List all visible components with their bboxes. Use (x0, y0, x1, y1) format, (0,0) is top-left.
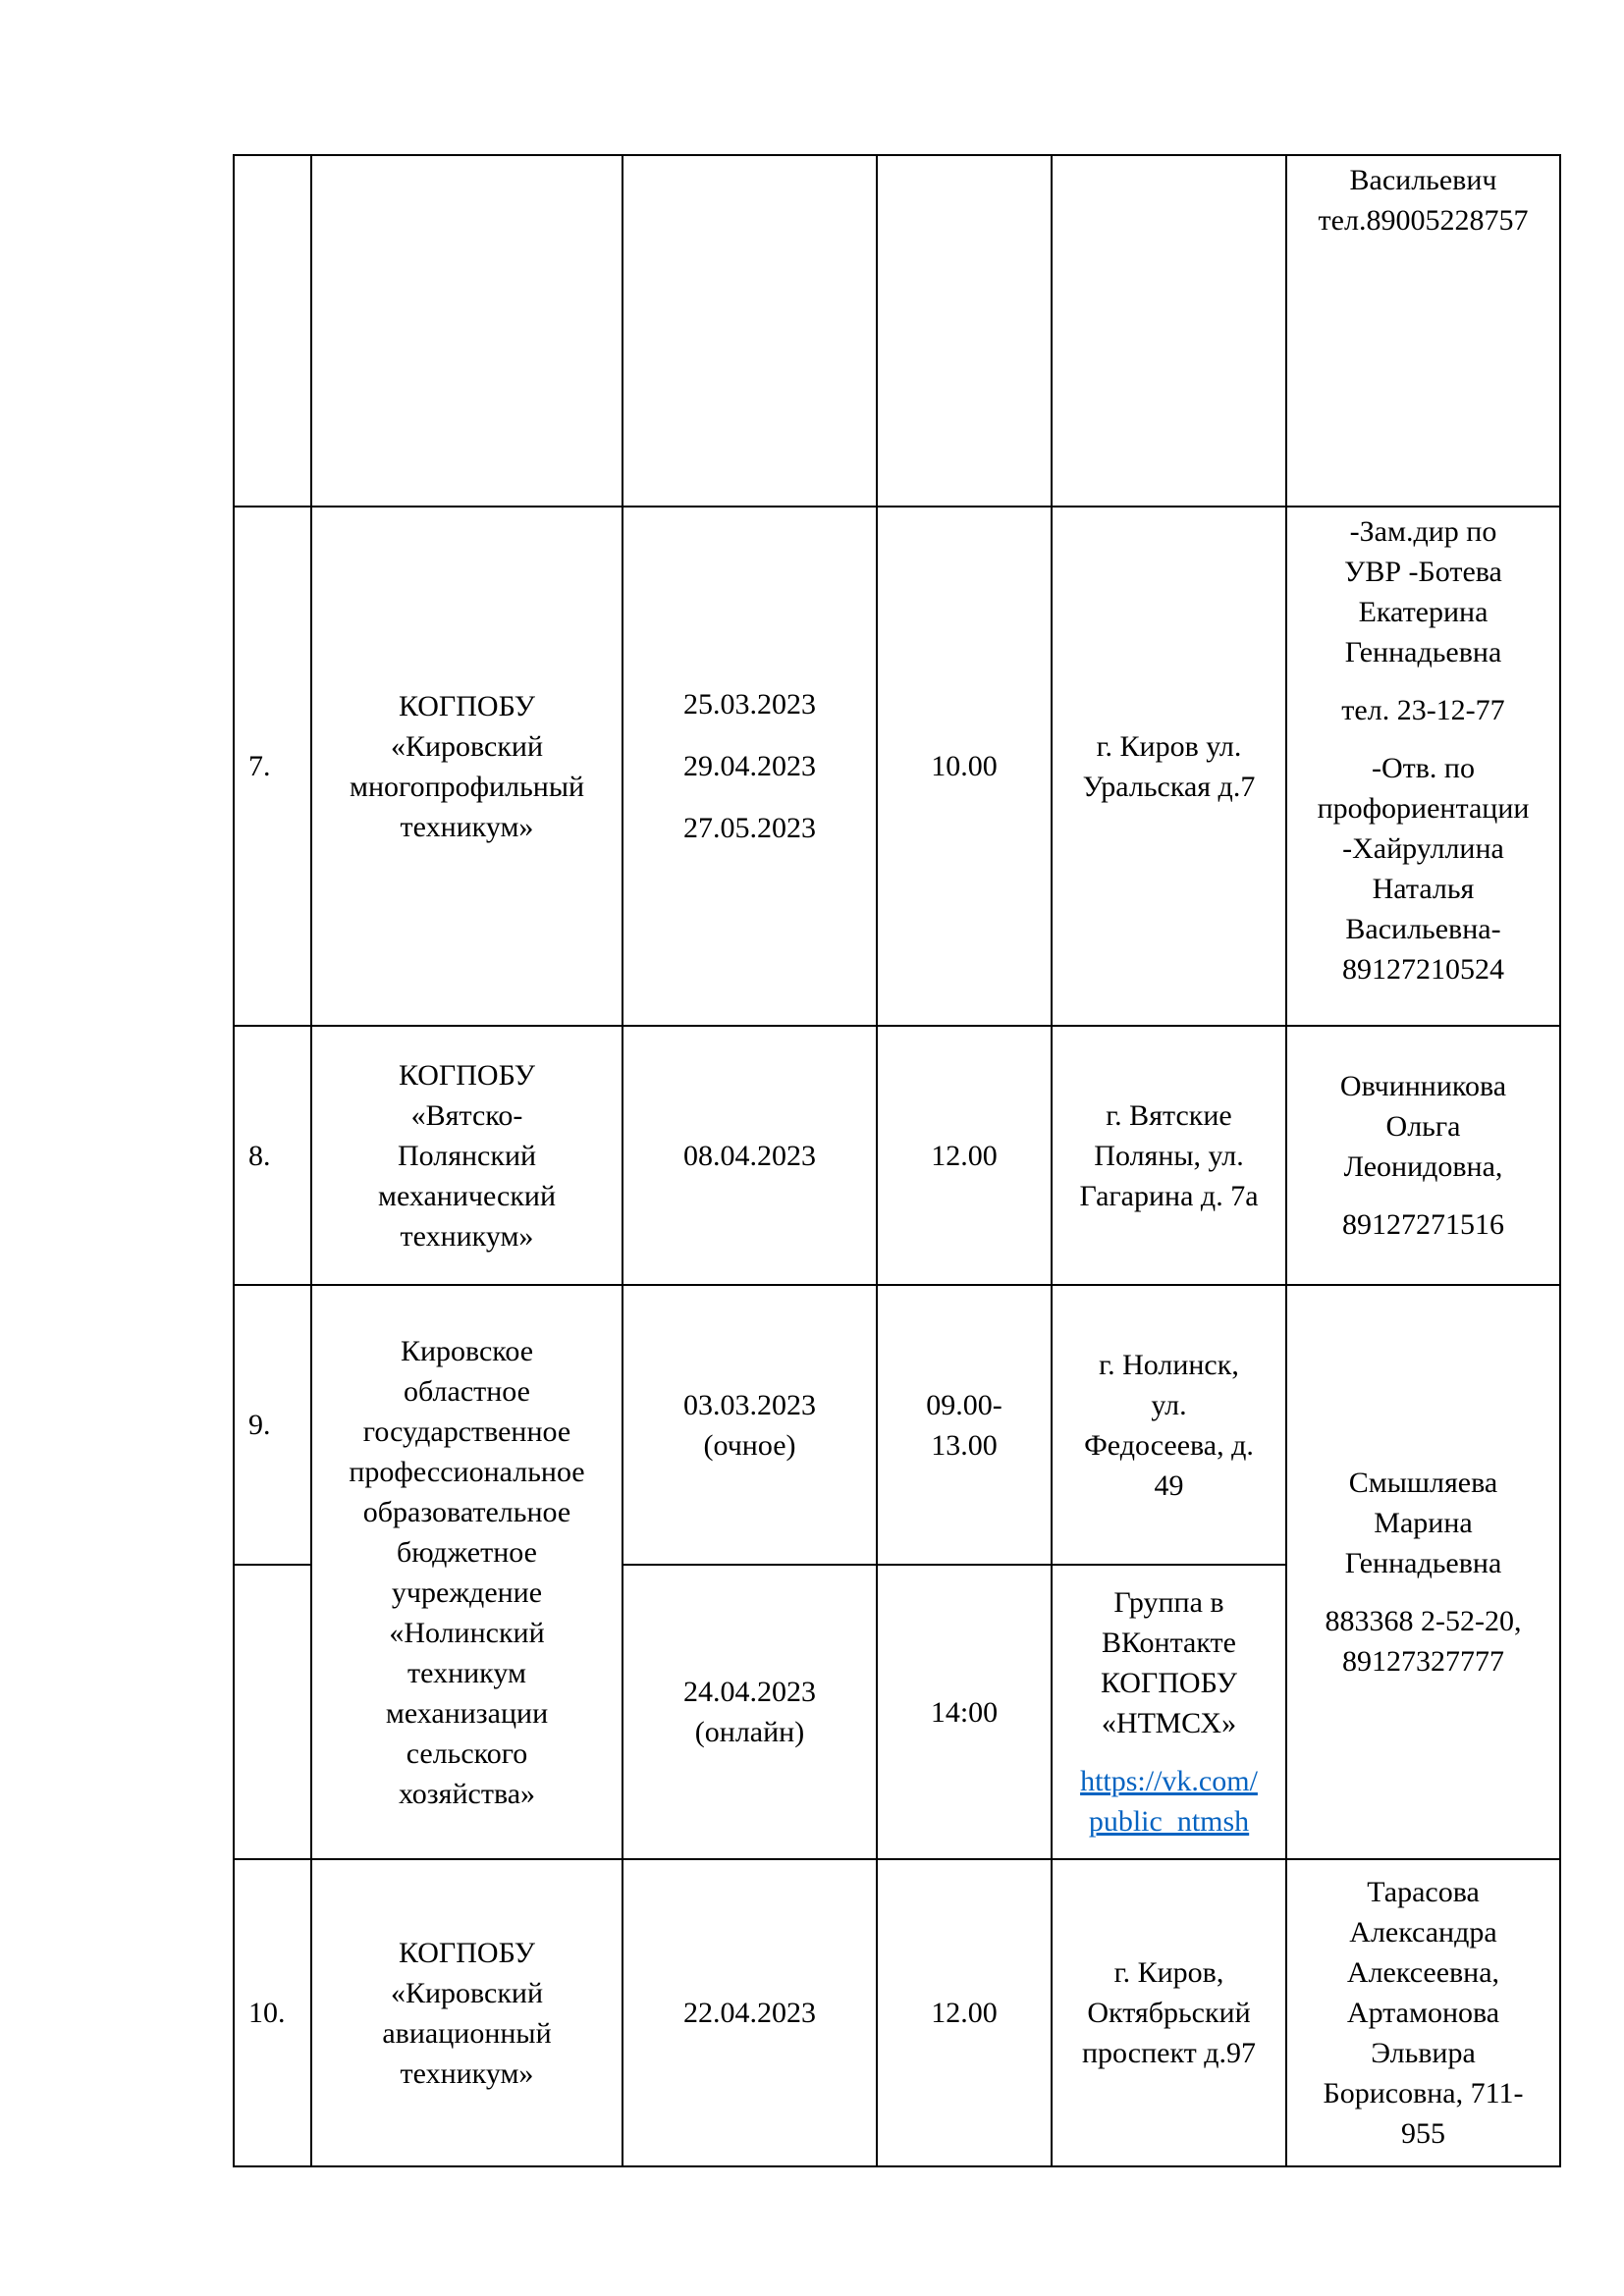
event-date: 03.03.2023 (683, 1388, 816, 1421)
time-cell: 12.00 (877, 1859, 1052, 2166)
contact-line: Геннадьевна (1344, 636, 1502, 668)
address-cell (1052, 1565, 1286, 1859)
address-line: ВКонтакте (1102, 1627, 1236, 1659)
organization-cell (311, 1285, 623, 1859)
contact-line: Алексеевна, (1346, 1956, 1500, 1989)
contact-cell (1286, 1026, 1560, 1285)
org-line: авиационный (382, 2016, 552, 2050)
org-line: многопрофильный (349, 770, 585, 803)
org-line: областное (404, 1374, 530, 1408)
address-line: Группа в (1113, 1586, 1224, 1619)
contact-cell (1286, 507, 1560, 1026)
address-line: ул. (1151, 1388, 1187, 1421)
contact-phone: тел.89005228757 (1318, 204, 1529, 237)
address-line: Федосеева, д. (1084, 1428, 1254, 1462)
table-row (234, 507, 1560, 1026)
org-line: техникум (407, 1656, 526, 1689)
event-format: (онлайн) (694, 1716, 805, 1748)
time-cell: 12.00 (877, 1026, 1052, 1285)
contact-line: Ольга (1385, 1110, 1461, 1143)
contact-line: Екатерина (1358, 596, 1489, 628)
contact-cell (1286, 1285, 1560, 1859)
contact-line: профориентации (1317, 792, 1530, 825)
contact-line: Леонидовна, (1343, 1150, 1503, 1183)
address-line: Октябрьский (1087, 1997, 1251, 2029)
event-format: (очное) (703, 1428, 796, 1462)
contact-line: Наталья (1372, 873, 1475, 905)
org-line: КОГПОБУ (398, 689, 535, 722)
organization-cell (311, 155, 623, 507)
contact-line: Овчинникова (1339, 1070, 1507, 1102)
address-line: «НТМСХ» (1101, 1707, 1237, 1739)
contact-cell (1286, 155, 1560, 507)
date-cell: 08.04.2023 (623, 1026, 877, 1285)
contact-phone: 89127327777 (1342, 1645, 1504, 1678)
table-row (234, 1859, 1560, 2166)
contact-line: Артамонова (1346, 1997, 1500, 2029)
contact-phone: тел. 23-12-77 (1341, 694, 1505, 726)
address-cell (1052, 155, 1286, 507)
events-table (233, 154, 1561, 2167)
org-line: техникум» (400, 810, 534, 843)
org-line: государственное (362, 1415, 571, 1448)
table-row (234, 1285, 1560, 1565)
event-date: 25.03.2023 (683, 688, 816, 721)
link-line[interactable]: https://vk.com/ (1080, 1765, 1258, 1797)
org-line: техникум» (400, 2056, 534, 2090)
address-line: г. Нолинск, (1099, 1348, 1239, 1381)
time-line: 09.00- (926, 1388, 1002, 1421)
contact-line: -Хайруллина (1342, 832, 1504, 865)
address-line: г. Вятские (1106, 1098, 1232, 1132)
address-line: Уральская д.7 (1082, 770, 1256, 803)
organization-cell (311, 507, 623, 1026)
org-line: образовательное (362, 1495, 571, 1528)
org-line: механизации (385, 1696, 549, 1730)
org-line: хозяйства» (398, 1777, 536, 1810)
contact-line: Васильевич (1349, 164, 1497, 196)
contact-line: -Отв. по (1372, 752, 1475, 784)
date-cell (623, 1285, 877, 1565)
contact-phone: 89127271516 (1342, 1208, 1504, 1241)
address-line: проспект д.97 (1081, 2037, 1257, 2069)
table-row (234, 1026, 1560, 1285)
org-line: «Нолинский (389, 1616, 545, 1649)
address-line: 49 (1154, 1468, 1184, 1502)
time-cell: 10.00 (877, 507, 1052, 1026)
date-cell (623, 507, 877, 1026)
event-date: 24.04.2023 (683, 1676, 816, 1708)
org-line: «Кировский (390, 1976, 544, 2009)
org-line: КОГПОБУ (398, 1936, 535, 1969)
address-line: КОГПОБУ (1100, 1667, 1237, 1699)
contact-line: Александра (1349, 1916, 1497, 1949)
address-cell (1052, 1859, 1286, 2166)
date-cell (623, 1565, 877, 1859)
contact-phone: 883368 2-52-20, (1325, 1605, 1522, 1637)
org-line: профессиональное (349, 1455, 585, 1488)
organization-cell (311, 1026, 623, 1285)
time-cell (877, 155, 1052, 507)
org-line: механический (377, 1179, 557, 1212)
row-number: 9. (234, 1285, 311, 1565)
date-cell (623, 155, 877, 507)
time-cell (877, 1285, 1052, 1565)
time-line: 13.00 (931, 1428, 998, 1462)
contact-line: Тарасова (1367, 1876, 1480, 1908)
org-line: сельского (406, 1736, 528, 1770)
contact-line: Васильевна- (1345, 913, 1501, 945)
org-line: «Вятско- (410, 1098, 523, 1132)
event-date: 29.04.2023 (683, 750, 816, 782)
address-cell (1052, 1026, 1286, 1285)
row-number-cell (234, 155, 311, 507)
org-line: Полянский (397, 1139, 537, 1172)
contact-line: 955 (1401, 2117, 1445, 2150)
row-number-cell (234, 1565, 311, 1859)
address-cell (1052, 1285, 1286, 1565)
time-cell: 14:00 (877, 1565, 1052, 1859)
org-line: бюджетное (397, 1535, 537, 1569)
row-number: 10. (234, 1859, 311, 2166)
date-cell: 22.04.2023 (623, 1859, 877, 2166)
address-line: Поляны, ул. (1094, 1139, 1244, 1172)
row-number: 8. (234, 1026, 311, 1285)
contact-line: Смышляева (1348, 1467, 1498, 1499)
contact-line: Борисовна, 711- (1323, 2077, 1524, 2109)
org-line: Кировское (400, 1334, 534, 1367)
org-line: «Кировский (390, 729, 544, 763)
event-date: 27.05.2023 (683, 812, 816, 844)
org-line: учреждение (391, 1575, 543, 1609)
contact-cell (1286, 1859, 1560, 2166)
link-line[interactable]: public_ntmsh (1088, 1805, 1250, 1838)
row-number: 7. (234, 507, 311, 1026)
contact-line: -Зам.дир по (1349, 515, 1497, 548)
vk-group-link[interactable] (1080, 1765, 1258, 1838)
organization-cell (311, 1859, 623, 2166)
contact-line: Марина (1374, 1507, 1473, 1539)
address-line: Гагарина д. 7а (1079, 1179, 1259, 1212)
address-line: г. Киров ул. (1096, 729, 1242, 763)
contact-line: 89127210524 (1342, 953, 1504, 986)
org-line: техникум» (400, 1219, 534, 1253)
org-line: КОГПОБУ (398, 1058, 535, 1092)
table-row (234, 155, 1560, 507)
address-line: г. Киров, (1113, 1956, 1224, 1989)
contact-line: УВР -Ботева (1344, 556, 1502, 588)
contact-line: Эльвира (1371, 2037, 1476, 2069)
contact-line: Геннадьевна (1344, 1547, 1502, 1579)
address-cell (1052, 507, 1286, 1026)
